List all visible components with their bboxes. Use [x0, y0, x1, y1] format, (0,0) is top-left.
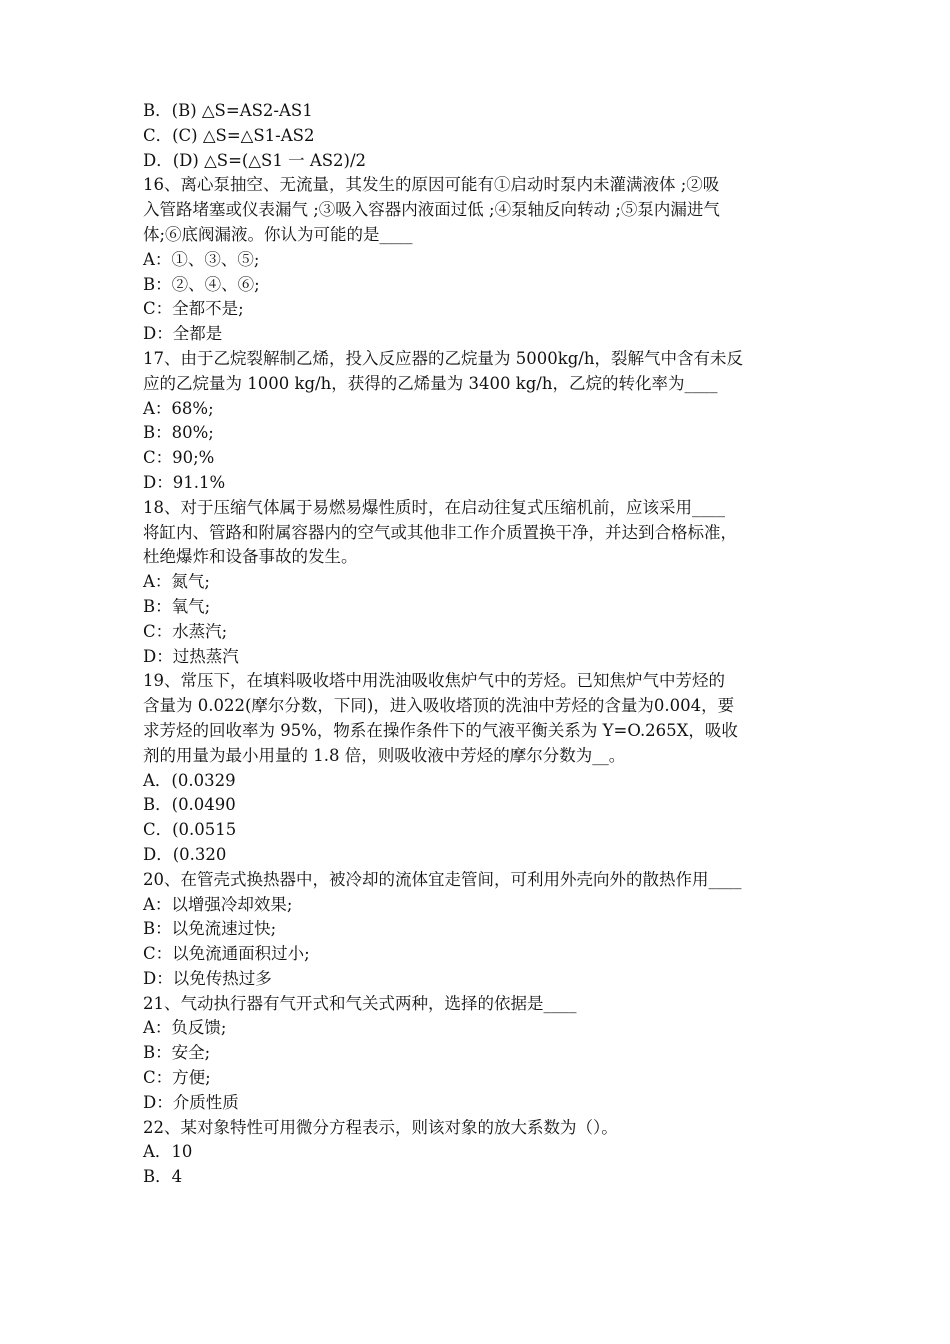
option-line: C．(0.0515 [143, 820, 237, 840]
question-17-line: 17、由于乙烷裂解制乙烯，投入反应器的乙烷量为 5000kg/h，裂解气中含有未反 [143, 348, 743, 368]
option-line: A．(0.0329 [143, 770, 236, 790]
question-19-line: 求芳烃的回收率为 95%，物系在操作条件下的气液平衡关系为 Y=O.265X，吸收 [143, 720, 738, 740]
option-line: C：水蒸汽; [143, 621, 228, 641]
option-line: D：介质性质 [143, 1092, 239, 1112]
question-19-line: 剂的用量为最小用量的 1.8 倍，则吸收液中芳烃的摩尔分数为__。 [143, 745, 626, 765]
option-line: C：全都不是; [143, 299, 244, 319]
option-line: A．10 [143, 1142, 193, 1162]
option-line: C：90;% [143, 448, 215, 468]
option-line: B．(B) △S=AS2-AS1 [143, 101, 313, 120]
question-16-line: 体;⑥底阀漏液。你认为可能的是____ [143, 224, 413, 244]
option-line: D：过热蒸汽 [143, 646, 239, 666]
option-line: B：80%; [143, 423, 214, 443]
option-line: D：全都是 [143, 324, 223, 344]
question-21-line: 21、气动执行器有气开式和气关式两种，选择的依据是____ [143, 993, 577, 1013]
option-line: D．(0.320 [143, 844, 227, 864]
option-line: A：以增强冷却效果; [143, 894, 293, 914]
question-18-line: 杜绝爆炸和设备事故的发生。 [143, 547, 358, 567]
option-line: C：方便; [143, 1068, 211, 1088]
option-line: B：②、④、⑥; [143, 274, 260, 294]
option-line: A：负反馈; [143, 1018, 227, 1038]
option-line: B：安全; [143, 1043, 211, 1063]
question-18-line: 18、对于压缩气体属于易燃易爆性质时，在启动往复式压缩机前，应该采用____ [143, 497, 725, 517]
option-line: B．4 [143, 1167, 183, 1187]
option-line: D：91.1% [143, 472, 226, 492]
question-18-line: 将缸内、管路和附属容器内的空气或其他非工作介质置换干净，并达到合格标准， [143, 522, 737, 542]
question-20-line: 20、在管壳式换热器中，被冷却的流体宜走管间，可利用外壳向外的散热作用____ [143, 869, 742, 889]
option-line: A：①、③、⑤; [143, 249, 260, 269]
question-16-line: 入管路堵塞或仪表漏气 ;③吸入容器内液面过低 ;④泵轴反向转动 ;⑤泵内漏进气 [143, 200, 720, 220]
option-line: B：以免流速过快; [143, 919, 277, 939]
option-line: B：氧气; [143, 596, 211, 616]
document-body [143, 99, 807, 1190]
option-line: B．(0.0490 [143, 795, 236, 815]
question-19-line: 19、常压下，在填料吸收塔中用洗油吸收焦炉气中的芳烃。已知焦炉气中芳烃的 [143, 671, 725, 691]
option-line: D：以免传热过多 [143, 968, 272, 988]
option-line: A：氮气; [143, 572, 210, 592]
question-17-line: 应的乙烷量为 1000 kg/h，获得的乙烯量为 3400 kg/h，乙烷的转化率为____ [143, 373, 718, 393]
option-line: C．(C) △S=△S1-AS2 [143, 125, 315, 145]
option-line: C：以免流通面积过小; [143, 944, 310, 964]
question-19-line: 含量为 0.022(摩尔分数，下同)，进入吸收塔顶的洗油中芳烃的含量为0.004，要 [143, 696, 735, 716]
question-22-line: 22、某对象特性可用微分方程表示，则该对象的放大系数为（）。 [143, 1117, 618, 1137]
option-line: A：68%; [143, 398, 214, 418]
option-line: D．(D) △S=(△S1 一 AS2)/2 [143, 150, 367, 170]
question-16-line: 16、离心泵抽空、无流量，其发生的原因可能有①启动时泵内未灌满液体 ;②吸 [143, 175, 720, 195]
